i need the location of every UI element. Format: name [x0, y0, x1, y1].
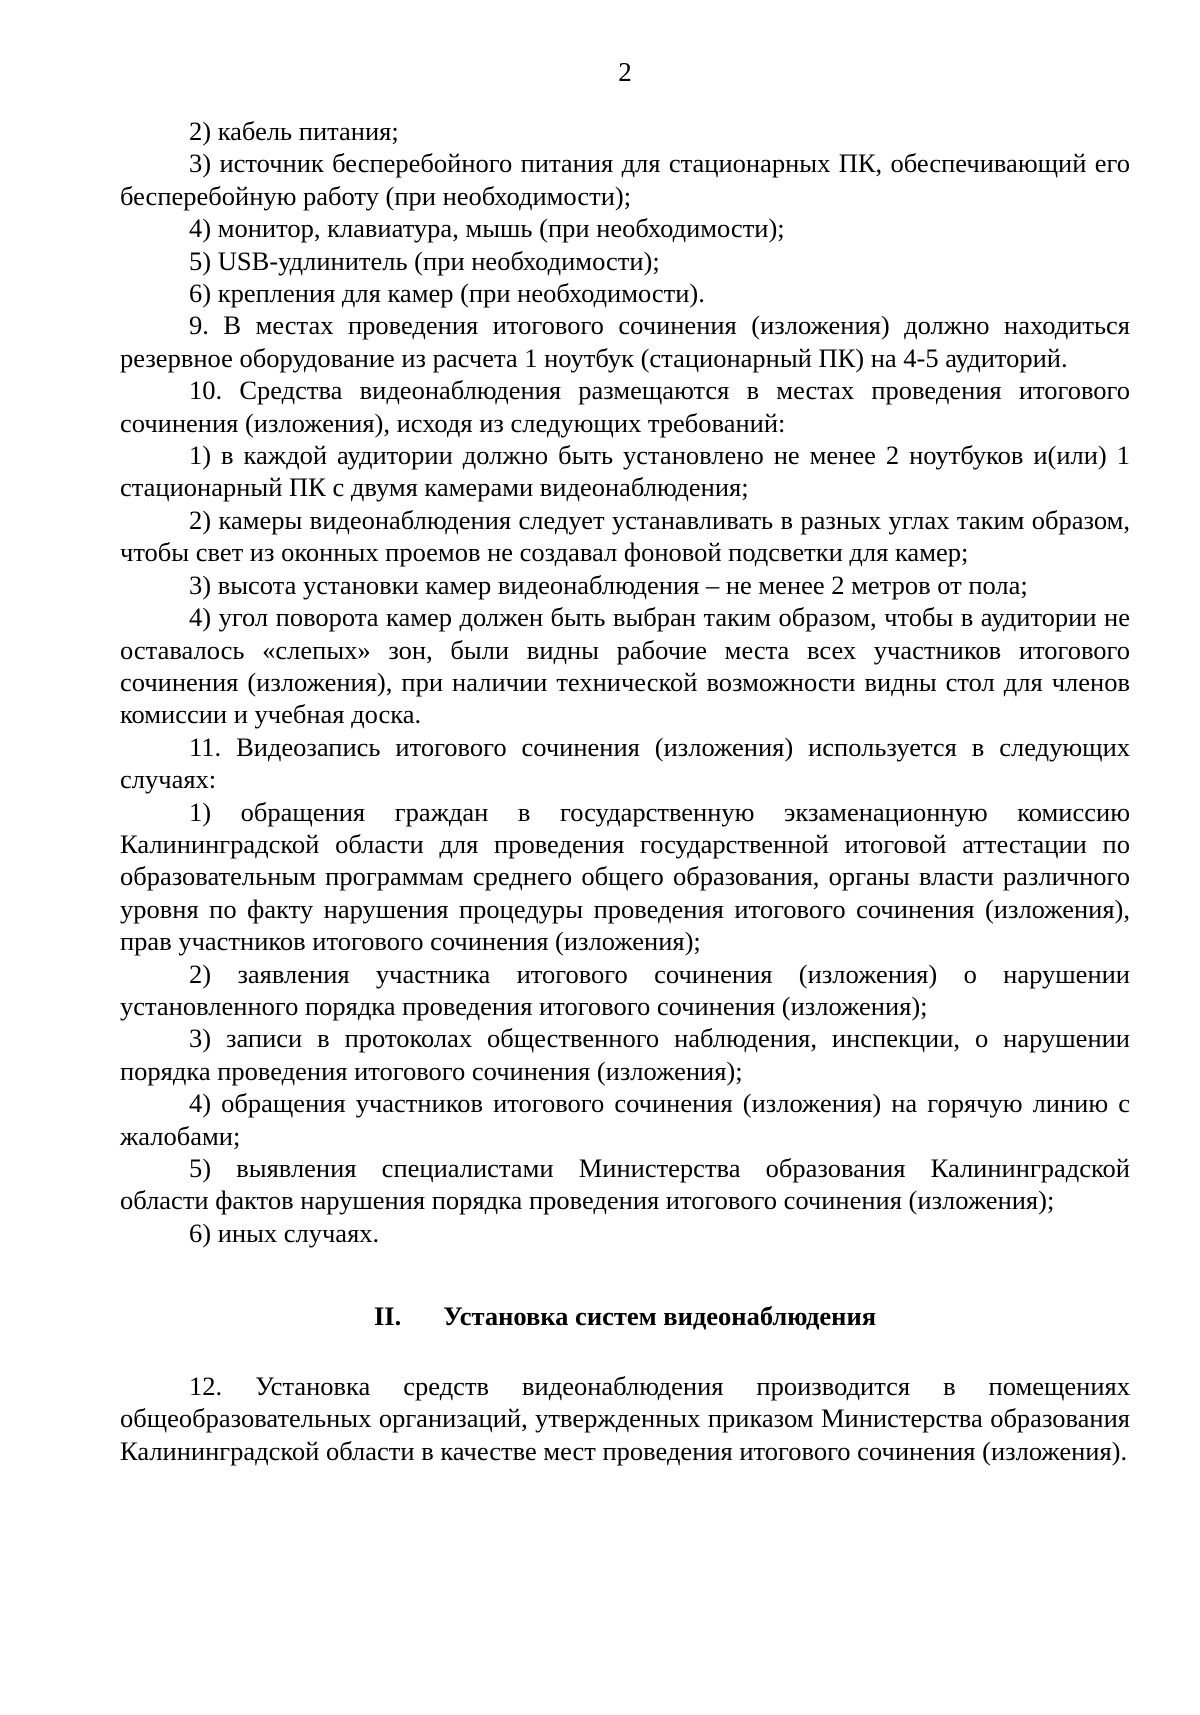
paragraph: 10. Средства видеонаблюдения размещаются в местах проведения итогового сочинения (изложения), исходя из следующих требований:	[120, 375, 1130, 438]
paragraph: 4) обращения участников итогового сочинения (изложения) на горячую линию с жалобами;	[120, 1088, 1130, 1151]
paragraph: 5) USB-удлинитель (при необходимости);	[189, 245, 660, 276]
paragraph: 2) камеры видеонаблюдения следует устанавливать в разных углах таким образом, чтобы свет из оконных проемов не создавал фоновой подсветки для камер;	[120, 504, 1130, 568]
section-title: Установка систем видеонаблюдения	[443, 1301, 877, 1331]
paragraph: 6) иных случаях.	[189, 1217, 380, 1248]
paragraph: 4) угол поворота камер должен быть выбран таким образом, чтобы в аудитории не оставалось «слепых» зон, были видны рабочие места всех участников итогового сочинения (изложения), при наличии технической возможности видны стол для членов комиссии и учебная доска.	[120, 602, 1130, 730]
page-number: 2	[618, 57, 632, 87]
paragraph: 6) крепления для камер (при необходимости).	[189, 278, 705, 309]
paragraph: 3) высота установки камер видеонаблюдения – не менее 2 метров от пола;	[189, 569, 1028, 600]
paragraph: 1) обращения граждан в государственную экзаменационную комиссию Калининградской области для проведения государственной итоговой аттестации по образовательным программам среднего общего образования, органы власти различного уровня по факту нарушения процедуры проведения итогового сочинения (изложения), прав участников итогового сочинения (изложения);	[120, 796, 1130, 957]
document-body	[120, 115, 1130, 1249]
section-number: II.	[373, 1301, 402, 1331]
paragraph: 1) в каждой аудитории должно быть установлено не менее 2 ноутбуков и(или) 1 стационарный ПК с двумя камерами видеонаблюдения;	[120, 440, 1130, 503]
paragraph: 5) выявления специалистами Министерства образования Калининградской области фактов нарушения порядка проведения итогового сочинения (изложения);	[120, 1153, 1130, 1216]
paragraph: 2) кабель питания;	[189, 116, 399, 146]
section-heading	[120, 1300, 1130, 1332]
paragraph: 2) заявления участника итогового сочинения (изложения) о нарушении установленного порядка проведения итогового сочинения (изложения);	[120, 958, 1130, 1021]
paragraph: 11. Видеозапись итогового сочинения (изложения) используется в следующих случаях:	[120, 731, 1130, 795]
paragraph: 4) монитор, клавиатура, мышь (при необходимости);	[189, 213, 785, 244]
paragraph: 3) записи в протоколах общественного наблюдения, инспекции, о нарушении порядка проведения итогового сочинения (изложения);	[120, 1023, 1130, 1086]
paragraph: 3) источник бесперебойного питания для стационарных ПК, обеспечивающий его бесперебойную работу (при необходимости);	[120, 148, 1130, 211]
section-body	[120, 1370, 1130, 1467]
paragraph: 9. В местах проведения итогового сочинения (изложения) должно находиться резервное оборудование из расчета 1 ноутбук (стационарный ПК) на 4-5 аудиторий.	[120, 310, 1130, 373]
paragraph: 12. Установка средств видеонаблюдения производится в помещениях общеобразовательных организаций, утвержденных приказом Министерства образования Калининградской области в качестве мест проведения итогового сочинения (изложения).	[120, 1371, 1130, 1466]
